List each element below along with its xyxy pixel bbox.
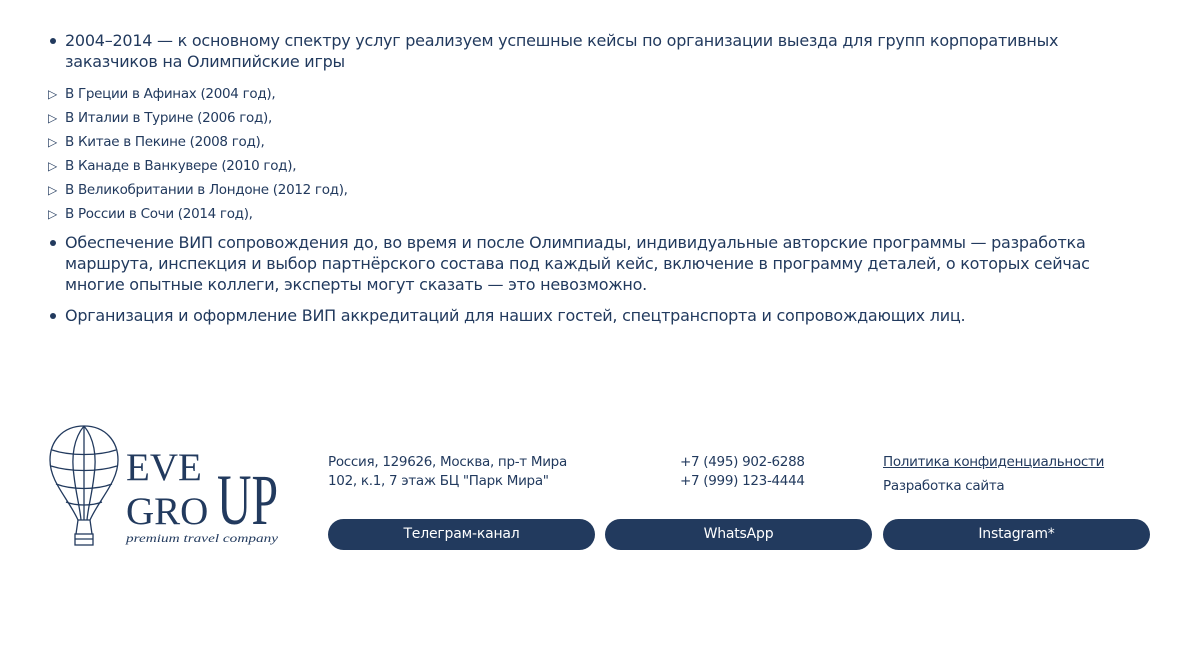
address-line: 102, к.1, 7 этаж БЦ "Парк Мира" bbox=[328, 473, 549, 489]
logo-text-gro: GRO bbox=[126, 490, 209, 533]
site-development-link[interactable]: Разработка сайта bbox=[883, 478, 1005, 494]
triangle-icon: ▷ bbox=[48, 135, 57, 149]
logo-text-up: UP bbox=[217, 460, 278, 540]
sublist-item: ▷ В России в Сочи (2014 год), bbox=[48, 202, 1148, 226]
list-item-accreditation: Организация и оформление ВИП аккредитаций для наших гостей, спецтранспорта и сопровождающих лиц. bbox=[48, 305, 1148, 326]
triangle-icon: ▷ bbox=[48, 87, 57, 101]
sublist-item: ▷ В Китае в Пекине (2008 год), bbox=[48, 130, 1148, 154]
company-logo[interactable] bbox=[50, 424, 280, 550]
footer-links bbox=[883, 453, 1104, 496]
sublist-item: ▷ В Италии в Турине (2006 год), bbox=[48, 106, 1148, 130]
instagram-button[interactable]: Instagram* bbox=[883, 519, 1150, 550]
sublist-item: ▷ В Греции в Афинах (2004 год), bbox=[48, 82, 1148, 106]
sublist-item: ▷ В Великобритании в Лондоне (2012 год), bbox=[48, 178, 1148, 202]
privacy-policy-link[interactable]: Политика конфиденциальности bbox=[883, 454, 1105, 470]
list-item-olympics: 2004–2014 — к основному спектру услуг реализуем успешные кейсы по организации выезда для групп корпоративных заказчиков на Олимпийские игры bbox=[48, 30, 1148, 72]
sublist-item: ▷ В Канаде в Ванкувере (2010 год), bbox=[48, 154, 1148, 178]
address bbox=[328, 453, 567, 491]
phones bbox=[680, 453, 805, 491]
telegram-button[interactable]: Телеграм-канал bbox=[328, 519, 595, 550]
phone-link[interactable]: +7 (495) 902-6288 bbox=[680, 454, 805, 470]
whatsapp-button[interactable]: WhatsApp bbox=[605, 519, 872, 550]
logo-tagline: premium travel company bbox=[124, 533, 280, 545]
triangle-icon: ▷ bbox=[48, 111, 57, 125]
logo-text-eve: EVE bbox=[126, 446, 202, 489]
olympics-sublist bbox=[48, 82, 1148, 226]
address-line: Россия, 129626, Москва, пр-т Мира bbox=[328, 454, 567, 470]
triangle-icon: ▷ bbox=[48, 183, 57, 197]
list-item-vip: Обеспечение ВИП сопровождения до, во время и после Олимпиады, индивидуальные авторские программы — разработка маршрута, инспекция и выбор партнёрского состава под каждый кейс, включение в программу деталей, о которых сейчас многие опытные коллеги, эксперты могут сказать — это невозможно. bbox=[48, 232, 1148, 295]
hot-air-balloon-icon bbox=[50, 426, 118, 545]
triangle-icon: ▷ bbox=[48, 207, 57, 221]
triangle-icon: ▷ bbox=[48, 159, 57, 173]
services-list bbox=[48, 30, 1148, 326]
site-footer bbox=[50, 424, 1150, 554]
phone-link[interactable]: +7 (999) 123-4444 bbox=[680, 473, 805, 489]
